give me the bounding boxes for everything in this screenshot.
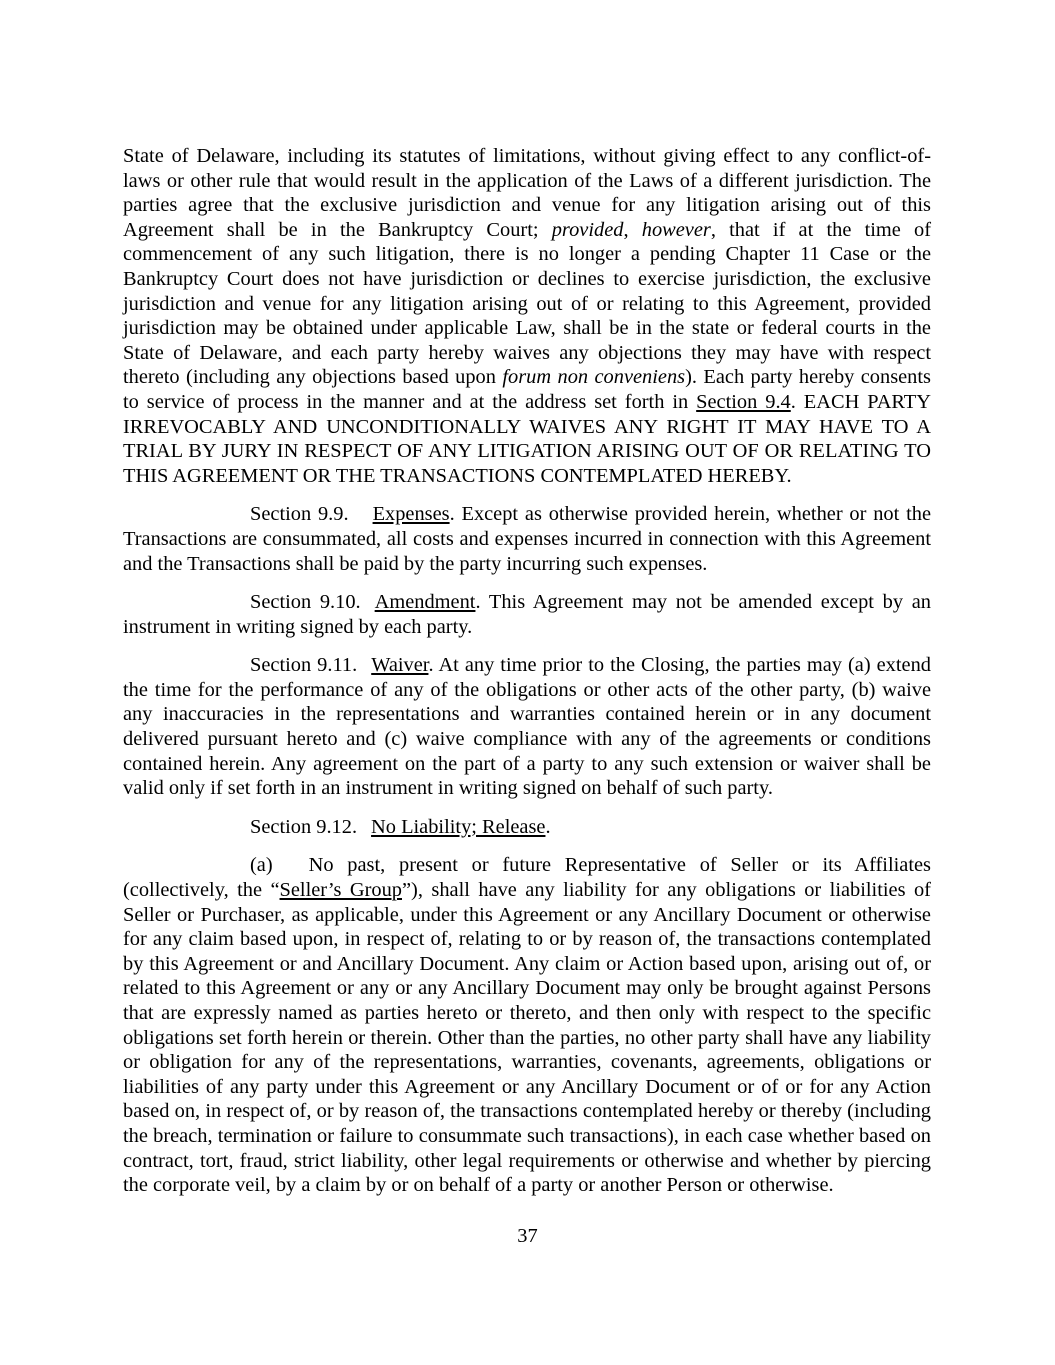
text-run: Section 9.11. xyxy=(250,654,358,677)
text-run: . xyxy=(545,815,551,838)
page-number: 37 xyxy=(517,1225,538,1247)
underlined-text: Section 9.4 xyxy=(696,390,791,413)
text-run: ”), shall have any liability for any obligations or liabilities of Seller or Purchaser, as applicable, under this Agreement or any Ancillary Document or otherwise for any claim based upon, in respect of, relating to or by reason of, the transactions contemplated by this Agreement or and Ancillary Document. Any claim or Action based upon, arising out of, or related to this Agreement or any or any Ancillary Document may only be brought against Persons that are expressly named as parties hereto or thereto, and then only with respect to the specific obligations set forth herein or therein. Other than the parties, no other party shall have any liability or obligation for any of the representations, warranties, covenants, agreements, obligations or liabilities of any party under this Agreement or any Ancillary Document or of or for any Action based on, in respect of, or by reason of, the transactions contemplated hereby or thereby (including the breach, termination or failure to consummate such transactions), in each case whether based on contract, tort, fraud, strict liability, other legal requirements or otherwise and whether by piercing the corporate veil, by a claim by or on behalf of a party or another Person or otherwise. xyxy=(123,879,931,1197)
text-run: , that if at the time of commencement of any such litigation, there is no longer a pending Chapter 11 Case or the Bankruptcy Court does not have jurisdiction or declines to exercise jurisdiction, the exclusive jurisdiction and venue for any litigation arising out of or relating to this Agreement, provided jurisdiction may be obtained under applicable Law, shall be in the state or federal courts in the State of Delaware, and each party hereby waives any objections they may have with respect thereto (including any objections based upon xyxy=(123,218,931,389)
text-run: . This Agreement may not be amended except by an instrument in writing signed by each party. xyxy=(123,591,931,638)
text-run: . Except as otherwise provided herein, whether or not the Transactions are consummated, all costs and expenses incurred in connection with this Agreement and the Transactions shall be paid by the party incurring such expenses. xyxy=(123,503,931,575)
underlined-text: Seller’s Group xyxy=(279,879,402,902)
paragraph-section-9-12-heading xyxy=(123,815,931,840)
paragraph-section-9-9-expenses xyxy=(123,502,931,576)
text-run: (a) xyxy=(250,854,273,877)
paragraph-section-9-11-waiver xyxy=(123,653,931,801)
paragraph-section-9-12-a xyxy=(123,853,931,1197)
text-run: . At any time prior to the Closing, the parties may (a) extend the time for the performance of any of the obligations or other acts of the other party, (b) waive any inaccuracies in the representations and warranties contained herein or in any document delivered pursuant hereto and (c) waive compliance with any of the agreements or conditions contained herein. Any agreement on the part of a party to any such extension or waiver shall be valid only if set forth in an instrument in writing signed on behalf of such party. xyxy=(123,654,931,800)
document-body xyxy=(123,144,931,1212)
italic-text: forum non conveniens xyxy=(502,366,686,389)
italic-text: provided xyxy=(551,218,624,241)
paragraph-governing-law-continuation xyxy=(123,144,931,488)
underlined-text: Expenses xyxy=(372,503,450,526)
paragraph-section-9-10-amendment xyxy=(123,590,931,639)
text-run: State of Delaware, including its statutes of limitations, without giving effect to any conflict-of-laws or other rule that would result in the application of the Laws of a different jurisdiction. The parties agree that the exclusive jurisdiction and venue for any litigation arising out of this Agreement shall be in the Bankruptcy Court; xyxy=(123,145,931,241)
text-run: , xyxy=(623,218,642,241)
text-run: Section 9.9. xyxy=(250,503,349,526)
underlined-text: No Liability; Release xyxy=(371,815,546,838)
text-run: ). Each party hereby consents to service of process in the manner and at the address set forth in xyxy=(123,366,931,413)
text-run: Section 9.12. xyxy=(250,815,358,838)
underlined-text: Waiver xyxy=(371,654,429,677)
italic-text: however xyxy=(641,218,711,241)
text-run: . EACH PARTY IRREVOCABLY AND UNCONDITIONALLY WAIVES ANY RIGHT IT MAY HAVE TO A TRIAL BY JURY IN RESPECT OF ANY LITIGATION ARISING OUT OF OR RELATING TO THIS AGREEMENT OR THE TRANSACTIONS CONTEMPLATED HEREBY. xyxy=(123,390,931,487)
page-footer xyxy=(0,1224,1055,1249)
text-run: Section 9.10. xyxy=(250,591,361,614)
text-run: No past, present or future Representative of Seller or its Affiliates (collectively, the “ xyxy=(123,854,931,902)
underlined-text: Amendment xyxy=(374,591,476,614)
